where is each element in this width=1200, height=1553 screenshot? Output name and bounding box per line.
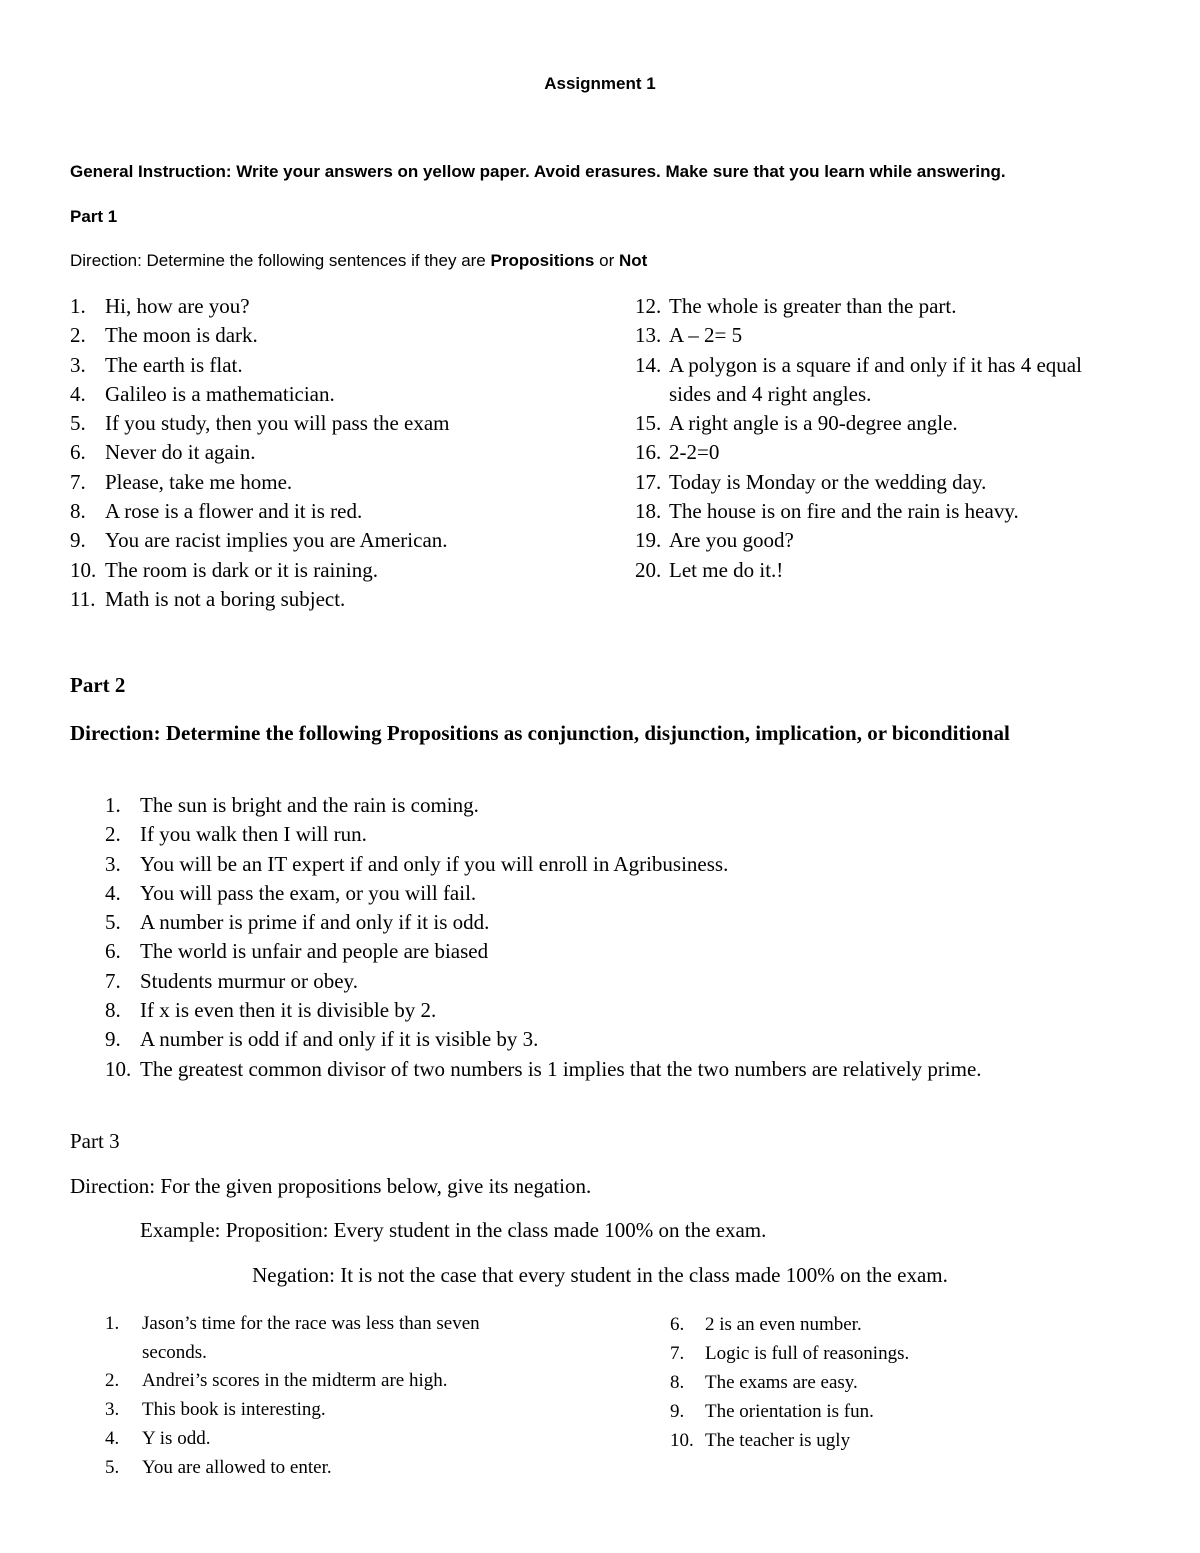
list-item xyxy=(635,409,1115,438)
list-item-number: 15. xyxy=(635,411,662,436)
list-item xyxy=(70,351,590,380)
list-item-number: 12. xyxy=(635,294,662,318)
list-item xyxy=(670,1426,1130,1455)
list-item xyxy=(70,526,590,555)
list-item-number: 3. xyxy=(70,352,86,377)
part2-heading: Part 2 xyxy=(70,673,126,697)
list-item-text: A number is odd if and only if it is visible by 3. xyxy=(140,1027,539,1052)
list-item xyxy=(670,1310,1130,1339)
list-item-number: 9. xyxy=(105,1027,121,1052)
list-item xyxy=(105,1025,1145,1054)
list-item-text: You will be an IT expert if and only if you will enroll in Agribusiness. xyxy=(140,851,729,876)
list-item-text: A – 2= 5 xyxy=(669,323,743,348)
list-item xyxy=(105,850,1145,879)
list-item xyxy=(70,292,590,321)
list-item-text: You will pass the exam, or you will fail. xyxy=(140,880,477,905)
page-title: Assignment 1 xyxy=(544,74,656,93)
part1-direction-mid: or xyxy=(594,251,619,270)
list-item-text: If you walk then I will run. xyxy=(140,822,367,847)
list-item-number: 16. xyxy=(635,440,662,465)
list-item-number: 14. xyxy=(635,352,662,377)
part2-list xyxy=(105,791,1145,1084)
list-item xyxy=(635,351,1115,410)
list-item xyxy=(670,1368,1130,1397)
list-item-text: Jason’s time for the race was less than seven seconds. xyxy=(142,1313,480,1363)
list-item-text: Today is Monday or the wedding day. xyxy=(669,469,987,494)
list-item xyxy=(105,820,1145,849)
list-item-text: The house is on fire and the rain is heavy. xyxy=(669,499,1019,524)
part1-direction-propositions: Propositions xyxy=(490,251,595,270)
list-item xyxy=(70,497,590,526)
list-item-number: 2. xyxy=(105,822,121,847)
list-item xyxy=(105,1055,1145,1084)
list-item xyxy=(70,321,590,350)
part3-negation-example: Negation: It is not the case that every student in the class made 100% on the exam. xyxy=(252,1263,948,1287)
list-item xyxy=(635,438,1115,467)
list-item-text: The teacher is ugly xyxy=(705,1430,851,1451)
list-item-text: Y is odd. xyxy=(142,1427,211,1449)
list-item-number: 3. xyxy=(105,851,121,876)
list-item-text: Students murmur or obey. xyxy=(140,968,358,993)
part1-list-right xyxy=(635,292,1115,585)
list-item-text: Let me do it.! xyxy=(669,557,784,582)
list-item-number: 10. xyxy=(105,1056,132,1081)
list-item xyxy=(105,1425,545,1454)
part2-direction: Direction: Determine the following Propositions as conjunction, disjunction, implication, or biconditional xyxy=(70,721,1010,745)
list-item-text: The moon is dark. xyxy=(105,323,258,348)
list-item-text: The room is dark or it is raining. xyxy=(105,557,378,582)
list-item xyxy=(635,526,1115,555)
list-item xyxy=(70,556,590,585)
list-item-text: This book is interesting. xyxy=(142,1399,326,1421)
list-item-text: A rose is a flower and it is red. xyxy=(105,499,363,524)
part1-direction-not: Not xyxy=(618,251,648,270)
list-item-text: If you study, then you will pass the exam xyxy=(105,411,450,436)
list-item xyxy=(105,1454,545,1483)
list-item-number: 6. xyxy=(105,939,121,964)
list-item-text: If x is even then it is divisible by 2. xyxy=(140,998,437,1023)
part1-direction-prefix: Direction: Determine the following sentences if they are xyxy=(70,251,491,270)
list-item-text: Please, take me home. xyxy=(105,469,293,494)
list-item-number: 5. xyxy=(105,910,121,935)
general-instruction: General Instruction: Write your answers on yellow paper. Avoid erasures. Make sure that you learn while answering. xyxy=(70,162,1006,181)
list-item xyxy=(105,879,1145,908)
list-item-number: 4. xyxy=(105,880,121,905)
part1-list-left xyxy=(70,292,590,614)
list-item-number: 10. xyxy=(70,557,97,582)
list-item-text: The exams are easy. xyxy=(705,1372,858,1393)
list-item-text: A polygon is a square if and only if it has 4 equal sides and 4 right angles. xyxy=(669,352,1082,406)
list-item-number: 8. xyxy=(105,998,121,1023)
list-item xyxy=(635,556,1115,585)
list-item-number: 6. xyxy=(670,1314,685,1335)
list-item-number: 18. xyxy=(635,499,662,524)
list-item-text: 2-2=0 xyxy=(669,440,720,465)
list-item xyxy=(70,380,590,409)
part3-example: Example: Proposition: Every student in the class made 100% on the exam. xyxy=(140,1218,767,1242)
list-item-text: A right angle is a 90-degree angle. xyxy=(669,411,958,436)
list-item-number: 11. xyxy=(70,586,96,611)
list-item-text: You are racist implies you are American. xyxy=(105,528,448,553)
list-item-number: 9. xyxy=(670,1401,685,1422)
list-item-number: 5. xyxy=(70,411,86,436)
list-item-text: Are you good? xyxy=(669,528,794,553)
list-item xyxy=(105,967,1145,996)
list-item xyxy=(670,1339,1130,1368)
list-item-number: 1. xyxy=(70,294,86,318)
list-item xyxy=(105,937,1145,966)
list-item xyxy=(105,1396,545,1425)
part3-list-left xyxy=(105,1310,545,1482)
list-item-number: 5. xyxy=(105,1456,120,1478)
part1-heading: Part 1 xyxy=(70,207,118,226)
list-item-number: 9. xyxy=(70,528,86,553)
list-item xyxy=(105,908,1145,937)
list-item-text: The earth is flat. xyxy=(105,352,243,377)
list-item-text: The world is unfair and people are biased xyxy=(140,939,489,964)
list-item-number: 19. xyxy=(635,528,662,553)
list-item-text: Logic is full of reasonings. xyxy=(705,1343,910,1364)
list-item xyxy=(105,996,1145,1025)
list-item xyxy=(70,585,590,614)
list-item-text: Hi, how are you? xyxy=(105,294,250,318)
part1-direction xyxy=(70,251,647,271)
list-item xyxy=(670,1397,1130,1426)
list-item-text: Math is not a boring subject. xyxy=(105,586,346,611)
list-item-text: Andrei’s scores in the midterm are high. xyxy=(142,1370,448,1392)
list-item-number: 2. xyxy=(70,323,86,348)
list-item-number: 2. xyxy=(105,1370,120,1392)
list-item xyxy=(635,292,1115,321)
list-item xyxy=(105,791,1145,820)
part3-heading: Part 3 xyxy=(70,1129,120,1153)
list-item-number: 6. xyxy=(70,440,86,465)
list-item xyxy=(635,468,1115,497)
list-item-number: 8. xyxy=(670,1372,685,1393)
list-item-number: 10. xyxy=(670,1430,694,1451)
list-item-text: The orientation is fun. xyxy=(705,1401,874,1422)
list-item-number: 4. xyxy=(105,1427,120,1449)
list-item-text: Never do it again. xyxy=(105,440,256,465)
part3-list-right xyxy=(670,1310,1130,1455)
list-item-text: 2 is an even number. xyxy=(705,1314,862,1335)
list-item-text: The greatest common divisor of two numbers is 1 implies that the two numbers are relatively prime. xyxy=(140,1056,982,1081)
list-item-number: 7. xyxy=(670,1343,685,1364)
list-item-number: 7. xyxy=(105,968,121,993)
list-item-number: 1. xyxy=(105,1313,120,1334)
list-item-number: 3. xyxy=(105,1399,120,1421)
list-item-number: 20. xyxy=(635,557,662,582)
list-item xyxy=(70,438,590,467)
list-item-text: You are allowed to enter. xyxy=(142,1456,332,1478)
list-item xyxy=(635,321,1115,350)
list-item-text: Galileo is a mathematician. xyxy=(105,381,335,406)
list-item xyxy=(70,409,590,438)
list-item-number: 13. xyxy=(635,323,662,348)
list-item-number: 7. xyxy=(70,469,86,494)
list-item-number: 1. xyxy=(105,793,121,817)
list-item xyxy=(105,1367,545,1396)
list-item-text: A number is prime if and only if it is odd. xyxy=(140,910,490,935)
list-item-text: The whole is greater than the part. xyxy=(669,294,957,318)
list-item xyxy=(70,468,590,497)
list-item xyxy=(105,1310,545,1367)
list-item-text: The sun is bright and the rain is coming. xyxy=(140,793,479,817)
list-item-number: 17. xyxy=(635,469,662,494)
list-item-number: 4. xyxy=(70,381,86,406)
part3-direction: Direction: For the given propositions below, give its negation. xyxy=(70,1174,592,1198)
list-item-number: 8. xyxy=(70,499,86,524)
list-item xyxy=(635,497,1115,526)
